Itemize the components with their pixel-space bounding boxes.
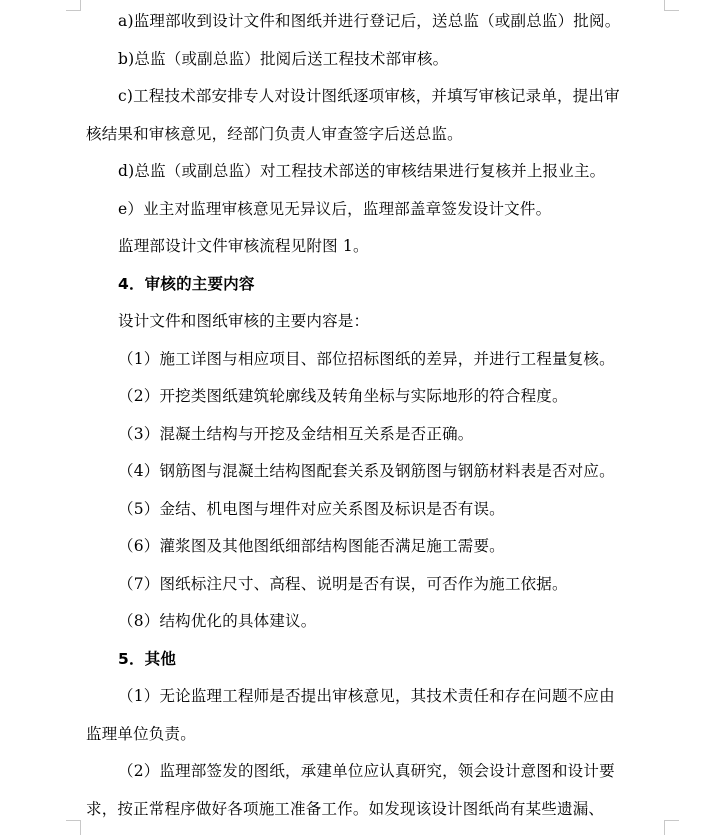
paragraph-line: e）业主对监理审核意见无异议后，监理部盖章签发设计文件。	[118, 200, 552, 218]
page-corner-mark	[664, 820, 679, 835]
section-heading: 5．其他	[118, 650, 177, 668]
list-item: （2）开挖类图纸建筑轮廓线及转角坐标与实际地形的符合程度。	[118, 387, 568, 405]
paragraph-line: 核结果和审核意见，经部门负责人审查签字后送总监。	[86, 125, 463, 143]
page-corner-mark	[66, 820, 81, 835]
list-item: （4）钢筋图与混凝土结构图配套关系及钢筋图与钢筋材料表是否对应。	[118, 462, 615, 480]
paragraph-line: 监理单位负责。	[86, 725, 196, 743]
list-item: （6）灌浆图及其他图纸细部结构图能否满足施工需要。	[118, 537, 505, 555]
list-item: （1）无论监理工程师是否提出审核意见，其技术责任和存在问题不应由	[118, 687, 615, 705]
page-corner-mark	[664, 0, 679, 11]
list-item: （7）图纸标注尺寸、高程、说明是否有误，可否作为施工依据。	[118, 575, 568, 593]
list-item: （3）混凝土结构与开挖及金结相互关系是否正确。	[118, 425, 474, 443]
list-item: （1）施工详图与相应项目、部位招标图纸的差异，并进行工程量复核。	[118, 350, 615, 368]
paragraph-line: b)总监（或副总监）批阅后送工程技术部审核。	[118, 50, 449, 68]
paragraph-line: 监理部设计文件审核流程见附图 1。	[118, 237, 369, 255]
list-item: （2）监理部签发的图纸，承建单位应认真研究，领会设计意图和设计要	[118, 762, 615, 780]
paragraph-line: a)监理部收到设计文件和图纸并进行登记后，送总监（或副总监）批阅。	[118, 12, 621, 30]
section-heading: 4．审核的主要内容	[118, 275, 255, 293]
paragraph-line: 设计文件和图纸审核的主要内容是：	[118, 312, 370, 330]
list-item: （5）金结、机电图与埋件对应关系图及标识是否有误。	[118, 500, 505, 518]
paragraph-line: c)工程技术部安排专人对设计图纸逐项审核，并填写审核记录单，提出审	[118, 87, 620, 105]
list-item: （8）结构优化的具体建议。	[118, 612, 317, 630]
paragraph-line: d)总监（或副总监）对工程技术部送的审核结果进行复核并上报业主。	[118, 162, 606, 180]
page-corner-mark	[66, 0, 81, 11]
paragraph-line: 求，按正常程序做好各项施工准备工作。如发现该设计图纸尚有某些遗漏、	[86, 800, 605, 818]
